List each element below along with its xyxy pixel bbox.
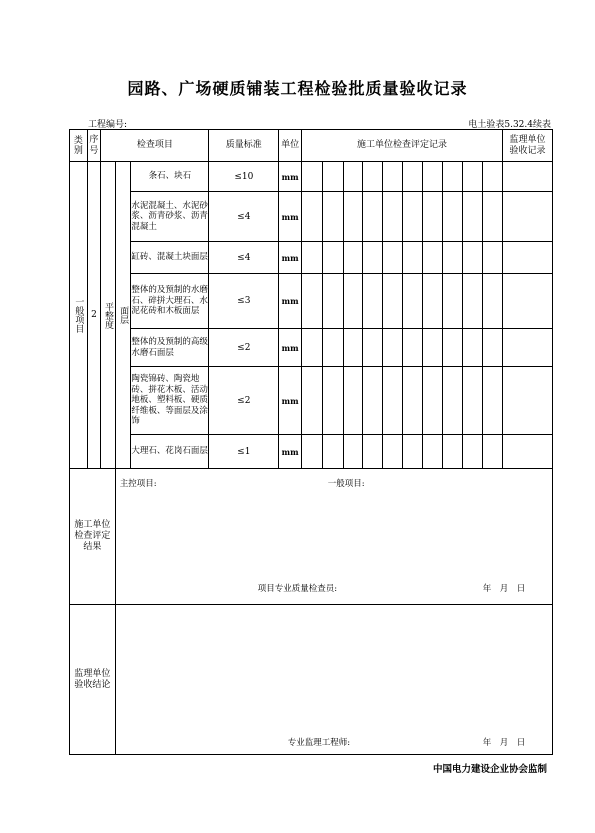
eval-cell[interactable] (302, 367, 323, 435)
category-cell: 一般项目 (70, 162, 88, 469)
standard-value: ≤3 (209, 274, 279, 329)
eval-cell[interactable] (422, 367, 442, 435)
eval-cell[interactable] (402, 435, 422, 469)
eval-cell[interactable] (483, 162, 503, 192)
check-item: 条石、块石 (131, 162, 209, 192)
eval-cell[interactable] (302, 329, 323, 367)
eval-cell[interactable] (322, 242, 343, 274)
supervisor-cell[interactable] (502, 242, 552, 274)
eval-cell[interactable] (422, 329, 442, 367)
unit-value: mm (279, 435, 302, 469)
page-title: 园路、广场硬质铺装工程检验批质量验收记录 (127, 79, 468, 98)
engineer-label: 专业监理工程师: (287, 738, 351, 748)
header-unit: 单位 (279, 130, 302, 162)
table-row (70, 435, 553, 469)
eval-cell[interactable] (302, 162, 323, 192)
check-item: 陶瓷锦砖、陶瓷地砖、拼花木板、活动地板、塑料板、硬质纤维板、等面层及涂饰 (131, 367, 209, 435)
eval-cell[interactable] (483, 329, 503, 367)
eval-cell[interactable] (463, 329, 483, 367)
eval-cell[interactable] (383, 162, 403, 192)
supervision-section (70, 605, 553, 755)
eval-cell[interactable] (402, 192, 422, 242)
eval-cell[interactable] (322, 329, 343, 367)
eval-cell[interactable] (422, 242, 442, 274)
table-row (70, 367, 553, 435)
table-row (70, 274, 553, 329)
supervisor-cell[interactable] (502, 367, 552, 435)
table-row (70, 162, 553, 192)
supervision-body[interactable] (115, 605, 552, 755)
table-row (70, 192, 553, 242)
check-item: 整体的及预制的高级水磨石面层 (131, 329, 209, 367)
eval-cell[interactable] (463, 162, 483, 192)
general-items-label: 一般项目: (327, 479, 365, 489)
eval-cell[interactable] (383, 274, 403, 329)
eval-cell[interactable] (383, 192, 403, 242)
eval-cell[interactable] (442, 242, 463, 274)
eval-cell[interactable] (422, 192, 442, 242)
unit-value: mm (279, 192, 302, 242)
eval-cell[interactable] (383, 435, 403, 469)
eval-cell[interactable] (343, 192, 363, 242)
supervisor-cell[interactable] (502, 274, 552, 329)
sub-item-cell: 面层 (115, 162, 131, 469)
eval-cell[interactable] (322, 162, 343, 192)
eval-cell[interactable] (463, 192, 483, 242)
eval-cell[interactable] (343, 242, 363, 274)
eval-cell[interactable] (422, 274, 442, 329)
eval-cell[interactable] (363, 435, 383, 469)
eval-cell[interactable] (363, 367, 383, 435)
construction-label: 施工单位检查评定结果 (70, 469, 116, 605)
check-item: 水泥混凝土、水泥砂浆、沥青砂浆、沥青混凝土 (131, 192, 209, 242)
eval-cell[interactable] (442, 435, 463, 469)
unit-value: mm (279, 162, 302, 192)
check-item: 缸砖、混凝土块面层 (131, 242, 209, 274)
standard-value: ≤4 (209, 192, 279, 242)
eval-cell[interactable] (442, 329, 463, 367)
seq-cell: 2 (87, 162, 101, 469)
eval-cell[interactable] (483, 435, 503, 469)
construction-section (70, 469, 553, 605)
eval-cell[interactable] (383, 329, 403, 367)
eval-cell[interactable] (322, 435, 343, 469)
eval-cell[interactable] (343, 329, 363, 367)
eval-cell[interactable] (442, 367, 463, 435)
eval-cell[interactable] (383, 367, 403, 435)
eval-cell[interactable] (322, 192, 343, 242)
unit-value: mm (279, 242, 302, 274)
inspection-table (69, 129, 553, 755)
standard-value: ≤10 (209, 162, 279, 192)
supervision-label: 监理单位验收结论 (70, 605, 116, 755)
form-number: 电土验表5.32.4续表 (468, 120, 551, 130)
eval-cell[interactable] (363, 242, 383, 274)
supervisor-cell[interactable] (502, 192, 552, 242)
header-category: 类别 (70, 130, 88, 162)
header-row (70, 130, 553, 162)
supervisor-cell[interactable] (502, 435, 552, 469)
eval-cell[interactable] (302, 435, 323, 469)
eval-cell[interactable] (483, 274, 503, 329)
standard-value: ≤2 (209, 367, 279, 435)
eval-cell[interactable] (483, 242, 503, 274)
eval-cell[interactable] (442, 274, 463, 329)
eval-cell[interactable] (402, 162, 422, 192)
construction-body[interactable] (115, 469, 552, 605)
eval-cell[interactable] (322, 274, 343, 329)
construction-date: 年 月 日 (482, 584, 526, 594)
standard-value: ≤4 (209, 242, 279, 274)
eval-cell[interactable] (343, 367, 363, 435)
eval-cell[interactable] (343, 274, 363, 329)
project-no-label: 工程编号: (88, 120, 128, 130)
eval-cell[interactable] (322, 367, 343, 435)
header-supervisor: 监理单位验收记录 (502, 130, 552, 162)
check-item: 大理石、花岗石面层 (131, 435, 209, 469)
header-standard: 质量标准 (209, 130, 279, 162)
item-cell: 平整度 (101, 162, 116, 469)
eval-cell[interactable] (363, 162, 383, 192)
eval-cell[interactable] (463, 367, 483, 435)
eval-cell[interactable] (363, 192, 383, 242)
table-row (70, 329, 553, 367)
standard-value: ≤1 (209, 435, 279, 469)
main-items-label: 主控项目: (119, 479, 157, 489)
eval-cell[interactable] (442, 192, 463, 242)
inspector-label: 项目专业质量检查员: (257, 584, 338, 594)
header-seq: 序号 (87, 130, 101, 162)
supervision-date: 年 月 日 (482, 738, 526, 748)
header-check-item: 检查项目 (101, 130, 209, 162)
table-row (70, 242, 553, 274)
eval-cell[interactable] (442, 162, 463, 192)
eval-cell[interactable] (402, 367, 422, 435)
supervisor-cell[interactable] (502, 162, 552, 192)
eval-cell[interactable] (343, 435, 363, 469)
check-item: 整体的及预制的水磨石、碎拼大理石、水泥花砖和木板面层 (131, 274, 209, 329)
eval-cell[interactable] (422, 162, 442, 192)
eval-cell[interactable] (363, 274, 383, 329)
eval-cell[interactable] (483, 192, 503, 242)
eval-cell[interactable] (383, 242, 403, 274)
eval-cell[interactable] (463, 242, 483, 274)
eval-cell[interactable] (302, 192, 323, 242)
eval-cell[interactable] (343, 162, 363, 192)
eval-cell[interactable] (463, 435, 483, 469)
eval-cell[interactable] (402, 274, 422, 329)
eval-cell[interactable] (302, 242, 323, 274)
unit-value: mm (279, 329, 302, 367)
eval-cell[interactable] (402, 242, 422, 274)
standard-value: ≤2 (209, 329, 279, 367)
eval-cell[interactable] (422, 435, 442, 469)
eval-cell[interactable] (363, 329, 383, 367)
eval-cell[interactable] (483, 367, 503, 435)
unit-value: mm (279, 274, 302, 329)
header-eval: 施工单位检查评定记录 (302, 130, 503, 162)
unit-value: mm (279, 367, 302, 435)
supervisor-cell[interactable] (502, 329, 552, 367)
eval-cell[interactable] (463, 274, 483, 329)
eval-cell[interactable] (302, 274, 323, 329)
eval-cell[interactable] (402, 329, 422, 367)
footer-issuer: 中国电力建设企业协会监制 (432, 764, 547, 775)
